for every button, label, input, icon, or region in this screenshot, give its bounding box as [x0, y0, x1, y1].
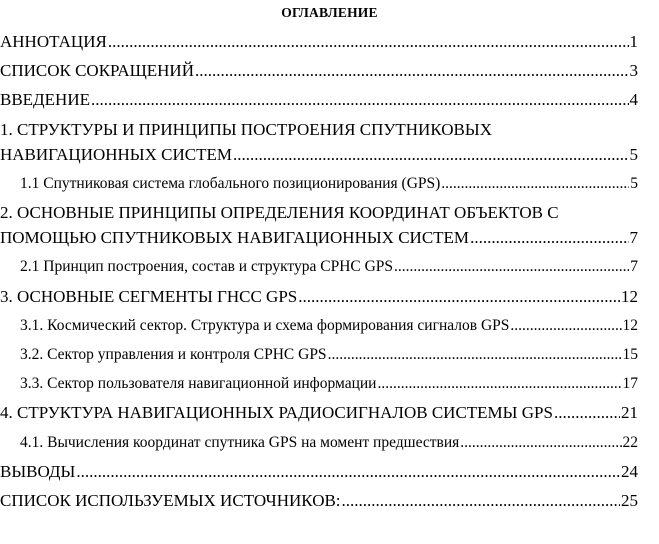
dot-leader: [460, 430, 621, 455]
toc-entry-text: СПИСОК СОКРАЩЕНИЙ: [0, 61, 194, 80]
dot-leader: [470, 225, 628, 250]
toc-page-number: 12: [622, 317, 638, 334]
toc-page-number: 17: [622, 375, 638, 392]
toc-entry-section-2-1: [0, 254, 638, 279]
toc-entry-chapter-2: [0, 200, 638, 250]
dot-leader: [441, 171, 629, 196]
toc-page-number: 5: [629, 145, 638, 164]
toc-entry-text-line1: 2. ОСНОВНЫЕ ПРИНЦИПЫ ОПРЕДЕЛЕНИЯ КООРДИНАТ ОБЪЕКТОВ С: [0, 203, 559, 222]
toc-entry-section-3-3: [0, 371, 638, 396]
toc-entry-chapter-4: [0, 400, 638, 425]
dot-leader: [328, 342, 622, 367]
toc-entry-conclusions: [0, 459, 638, 484]
toc-page-number: 22: [622, 434, 638, 451]
toc-entry-text: 3.1. Космический сектор. Структура и схема формирования сигналов GPS: [20, 317, 510, 334]
dot-leader: [76, 459, 620, 484]
toc-page-number: 12: [621, 287, 638, 306]
toc-entry-section-4-1: [0, 430, 638, 455]
toc-entry-text: ВЫВОДЫ: [0, 462, 76, 481]
toc-page-number: 4: [629, 90, 638, 109]
toc-entry-text: 4. СТРУКТУРА НАВИГАЦИОННЫХ РАДИОСИГНАЛОВ СИСТЕМЫ GPS: [0, 403, 553, 422]
dot-leader: [342, 488, 620, 513]
toc-title: ОГЛАВЛЕНИЕ: [281, 5, 378, 20]
dot-leader: [554, 400, 620, 425]
toc-entry-section-3-2: [0, 342, 638, 367]
toc-entry-abbreviations: [0, 58, 638, 83]
toc-entry-introduction: [0, 87, 638, 112]
toc-entry-chapter-1: [0, 117, 638, 167]
dot-leader: [195, 58, 629, 83]
toc-entry-text: 3.3. Сектор пользователя навигационной информации: [20, 375, 377, 392]
toc-entry-text: НАВИГАЦИОННЫХ СИСТЕМ: [0, 145, 232, 164]
toc-entry-text: ПОМОЩЬЮ СПУТНИКОВЫХ НАВИГАЦИОННЫХ СИСТЕМ: [0, 228, 470, 247]
dot-leader: [510, 313, 621, 338]
toc-entry-text: 3. ОСНОВНЫЕ СЕГМЕНТЫ ГНСС GPS: [0, 287, 298, 306]
dot-leader: [298, 284, 620, 309]
dot-leader: [377, 371, 621, 396]
toc-entry-section-3-1: [0, 313, 638, 338]
toc-page-number: 25: [621, 491, 638, 510]
toc-entry-text: ВВЕДЕНИЕ: [0, 90, 90, 109]
toc-page-number: 24: [621, 462, 638, 481]
toc-entry-references: [0, 488, 638, 513]
toc-page-number: 7: [629, 228, 638, 247]
toc-page-number: 3: [629, 61, 638, 80]
toc-page-number: 5: [630, 175, 638, 192]
toc-page-number: 7: [630, 258, 638, 275]
dot-leader: [394, 254, 629, 279]
toc-entry-text: АННОТАЦИЯ: [0, 32, 107, 51]
toc-entry-text: 3.2. Сектор управления и контроля СРНС GPS: [20, 346, 327, 363]
toc-page-number: 21: [621, 403, 638, 422]
toc-page-number: 1: [629, 32, 638, 51]
toc-entry-chapter-3: [0, 284, 638, 309]
toc-entry-annotation: [0, 29, 638, 54]
dot-leader: [108, 29, 629, 54]
toc-entry-text: 1.1 Спутниковая система глобального позиционирования (GPS): [20, 175, 441, 192]
dot-leader: [91, 87, 629, 112]
toc-entry-text-line1: 1. СТРУКТУРЫ И ПРИНЦИПЫ ПОСТРОЕНИЯ СПУТНИКОВЫХ: [0, 120, 492, 139]
dot-leader: [233, 142, 629, 167]
toc-entry-text: 2.1 Принцип построения, состав и структура СРНС GPS: [20, 258, 394, 275]
toc-entry-text: СПИСОК ИСПОЛЬЗУЕМЫХ ИСТОЧНИКОВ:: [0, 491, 341, 510]
toc-page-number: 15: [622, 346, 638, 363]
toc-entry-text: 4.1. Вычисления координат спутника GPS на момент предшествия: [20, 434, 460, 451]
toc-entry-section-1-1: [0, 171, 638, 196]
